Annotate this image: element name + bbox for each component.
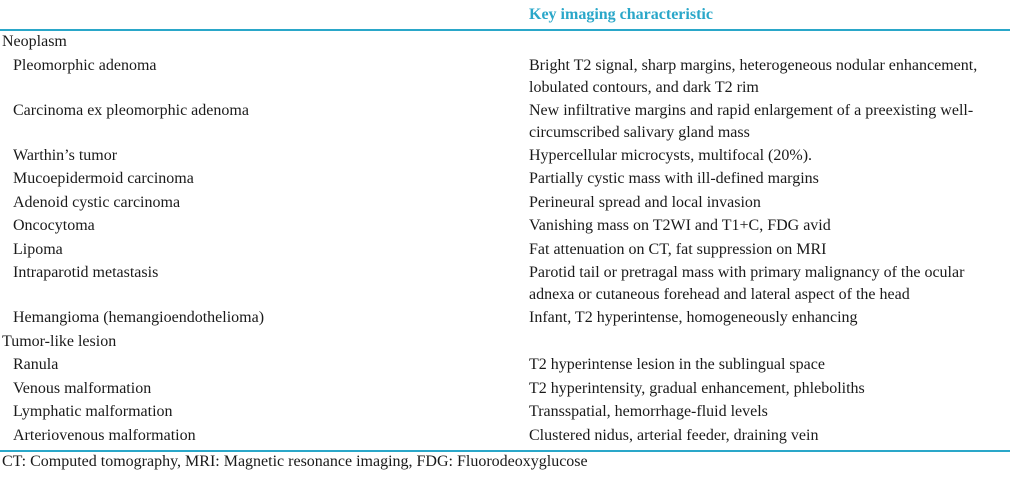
lesion-name: Arteriovenous malformation — [0, 425, 528, 451]
table-row — [0, 239, 1010, 263]
table-row — [0, 425, 1010, 451]
lesion-name: Mucoepidermoid carcinoma — [13, 170, 194, 187]
group-row-tumor-like-lesion — [0, 331, 1010, 355]
imaging-characteristic: Transspatial, hemorrhage-fluid levels — [529, 403, 768, 420]
imaging-characteristic: Clustered nidus, arterial feeder, draining vein — [528, 425, 1010, 451]
lesion-name: Ranula — [13, 356, 59, 373]
imaging-characteristic: Infant, T2 hyperintense, homogeneously enhancing — [529, 309, 858, 326]
table-row — [0, 401, 1010, 425]
imaging-characteristic: Vanishing mass on T2WI and T1+C, FDG avid — [529, 217, 831, 234]
group-row-neoplasm — [0, 30, 1010, 55]
table-footnote: CT: Computed tomography, MRI: Magnetic resonance imaging, FDG: Fluorodeoxyglucose — [2, 453, 588, 470]
table-row — [0, 215, 1010, 239]
imaging-characteristic: Perineural spread and local invasion — [529, 193, 761, 211]
lesion-name: Venous malformation — [13, 379, 152, 397]
imaging-characteristic: New infiltrative margins and rapid enlargement of a preexisting well-circumscribed salivary gland mass — [529, 101, 974, 141]
imaging-characteristic: T2 hyperintense lesion in the sublingual space — [529, 356, 825, 373]
imaging-characteristic: Parotid tail or pretragal mass with primary malignancy of the ocular adnexa or cutaneous forehead and lateral aspect of the head — [529, 264, 965, 303]
table-row — [0, 354, 1010, 378]
table-row — [0, 307, 1010, 331]
table-row — [0, 378, 1010, 402]
lesion-name: Lymphatic malformation — [13, 403, 173, 420]
group-desc — [528, 30, 1010, 55]
imaging-characteristic: Bright T2 signal, sharp margins, heterogeneous nodular enhancement, lobulated contours, and dark T2 rim — [529, 56, 978, 96]
lesion-name: Hemangioma (hemangioendothelioma) — [13, 309, 265, 326]
group-desc — [528, 331, 1010, 355]
lesion-name: Intraparotid metastasis — [13, 264, 159, 281]
table-row — [0, 192, 1010, 216]
imaging-characteristic: T2 hyperintensity, gradual enhancement, phleboliths — [529, 379, 865, 397]
header-key-imaging-characteristic: Key imaging characteristic — [528, 0, 1010, 30]
imaging-characteristic: Fat attenuation on CT, fat suppression on MRI — [529, 240, 827, 258]
lesion-name: Warthin’s tumor — [13, 146, 118, 164]
table-row — [0, 100, 1010, 145]
table-row — [0, 55, 1010, 100]
lesion-name: Lipoma — [13, 240, 63, 258]
header-lesion — [0, 0, 528, 30]
lesion-name: Carcinoma ex pleomorphic adenoma — [13, 101, 249, 119]
lesion-name: Adenoid cystic carcinoma — [13, 193, 181, 211]
lesion-name: Oncocytoma — [13, 217, 95, 234]
imaging-characteristic: Hypercellular microcysts, multifocal (20%). — [529, 146, 813, 164]
lesion-name: Pleomorphic adenoma — [13, 56, 157, 74]
table-row — [0, 262, 1010, 307]
group-label: Neoplasm — [2, 33, 67, 50]
table-row — [0, 168, 1010, 192]
imaging-characteristic: Partially cystic mass with ill-defined margins — [529, 170, 819, 187]
header-row — [0, 0, 1010, 30]
table-row — [0, 145, 1010, 169]
group-label: Tumor-like lesion — [2, 332, 117, 350]
